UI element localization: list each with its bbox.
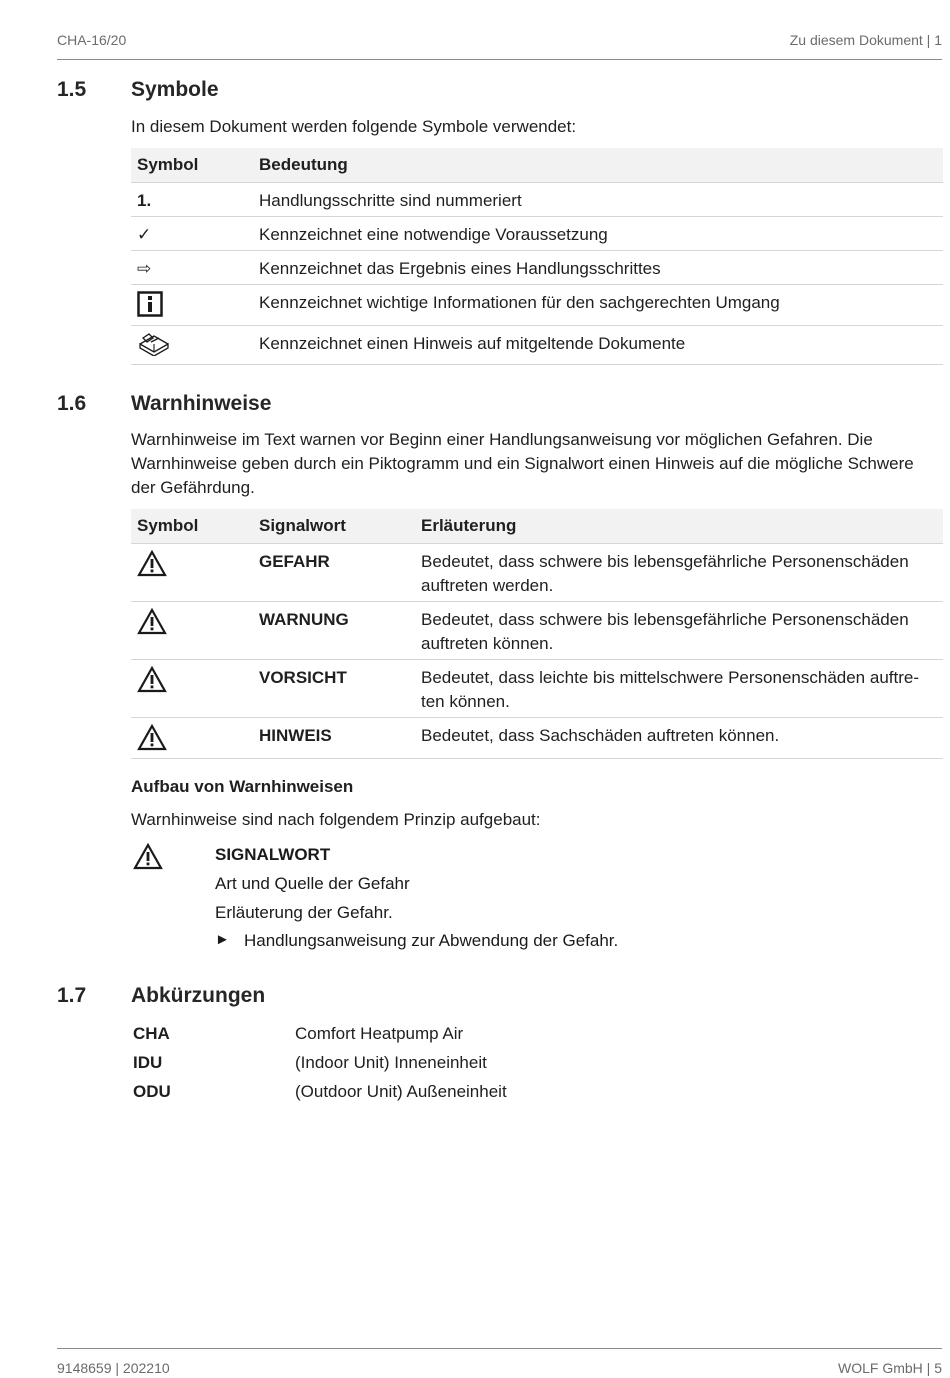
result-arrow-icon: ⇨: [131, 251, 253, 285]
abbreviation: ODU: [133, 1082, 171, 1101]
table-header-row: [131, 509, 943, 544]
explanation-cell: Bedeutet, dass leichte bis mittelschwere Personenschäden auftre-ten können.: [415, 660, 943, 718]
page-number-footer: WOLF GmbH | 5: [838, 1360, 942, 1376]
signal-word: GEFAHR: [253, 544, 415, 602]
table-row: [131, 251, 943, 285]
column-header: Signalwort: [253, 509, 415, 544]
example-hazard-explanation: Erläuterung der Gefahr.: [215, 903, 393, 922]
warning-triangle-icon: [133, 843, 163, 875]
section-intro: In diesem Dokument werden folgende Symbole verwendet:: [131, 117, 577, 136]
example-hazard-source: Art und Quelle der Gefahr: [215, 874, 410, 893]
explanation-cell: Bedeutet, dass schwere bis lebensgefährliche Personenschäden auftreten werden.: [415, 544, 943, 602]
warning-triangle-icon: [131, 718, 253, 759]
signal-word: HINWEIS: [253, 718, 415, 759]
table-row: [131, 602, 943, 660]
meaning-cell: Kennzeichnet das Ergebnis eines Handlungsschrittes: [253, 251, 943, 285]
checkmark-icon: ✓: [131, 217, 253, 251]
section-title: Warnhinweise: [131, 392, 272, 415]
section-number: 1.6: [57, 392, 87, 415]
warning-triangle-icon: [131, 602, 253, 660]
table-row: [131, 217, 943, 251]
header-rule: [57, 59, 942, 60]
symbols-table: [131, 148, 943, 365]
abbreviation: IDU: [133, 1053, 163, 1072]
warning-triangle-icon: [131, 544, 253, 602]
table-row: [131, 326, 943, 365]
warning-triangle-icon: [131, 660, 253, 718]
explanation-cell: Bedeutet, dass schwere bis lebensgefährliche Personenschäden auftreten können.: [415, 602, 943, 660]
meaning-cell: Kennzeichnet wichtige Informationen für den sachgerechten Umgang: [253, 285, 943, 326]
structure-intro: Warnhinweise sind nach folgendem Prinzip aufgebaut:: [131, 810, 541, 829]
table-row: [131, 285, 943, 326]
column-header: Bedeutung: [253, 148, 943, 183]
abbreviation-meaning: (Indoor Unit) Inneneinheit: [295, 1053, 487, 1072]
example-action-instruction: Handlungsanweisung zur Abwendung der Gefahr.: [244, 931, 619, 950]
subheading: Aufbau von Warnhinweisen: [131, 777, 354, 796]
column-header: Symbol: [131, 148, 253, 183]
section-intro: Warnhinweise im Text warnen vor Beginn einer Handlungsanweisung vor möglichen Gefahren. Die Warnhinweise geben durch ein Piktogramm und ein Signalwort einen Hinweis auf die mögliche Schwere der Gefährdung.: [131, 430, 914, 497]
example-signal-word: SIGNALWORT: [215, 845, 331, 864]
table-row: [131, 183, 943, 217]
column-header: Erläuterung: [415, 509, 943, 544]
numbered-step-symbol: 1.: [131, 183, 253, 217]
info-icon: [131, 285, 253, 326]
table-header-row: [131, 148, 943, 183]
doc-number-footer: 9148659 | 202210: [57, 1360, 170, 1376]
document-reference-icon: [131, 326, 253, 365]
section-title: Symbole: [131, 78, 219, 101]
footer-rule: [57, 1348, 942, 1349]
column-header: Symbol: [131, 509, 253, 544]
meaning-cell: Kennzeichnet eine notwendige Voraussetzung: [253, 217, 943, 251]
section-title: Abkürzungen: [131, 984, 266, 1007]
action-marker-icon: ►: [215, 931, 230, 948]
meaning-cell: Handlungsschritte sind nummeriert: [253, 183, 943, 217]
table-row: [131, 660, 943, 718]
table-row: [131, 544, 943, 602]
abbreviation-meaning: Comfort Heatpump Air: [295, 1024, 464, 1043]
section-number: 1.5: [57, 78, 87, 101]
signal-word: VORSICHT: [253, 660, 415, 718]
signal-word: WARNUNG: [253, 602, 415, 660]
explanation-cell: Bedeutet, dass Sachschäden auftreten können.: [415, 718, 943, 759]
section-number: 1.7: [57, 984, 87, 1007]
meaning-cell: Kennzeichnet einen Hinweis auf mitgeltende Dokumente: [253, 326, 943, 365]
warnings-table: [131, 509, 943, 759]
abbreviation-meaning: (Outdoor Unit) Außeneinheit: [295, 1082, 507, 1101]
chapter-header: Zu diesem Dokument | 1: [789, 32, 942, 48]
table-row: [131, 718, 943, 759]
abbreviation: CHA: [133, 1024, 170, 1043]
doc-id-header: CHA-16/20: [57, 32, 127, 48]
